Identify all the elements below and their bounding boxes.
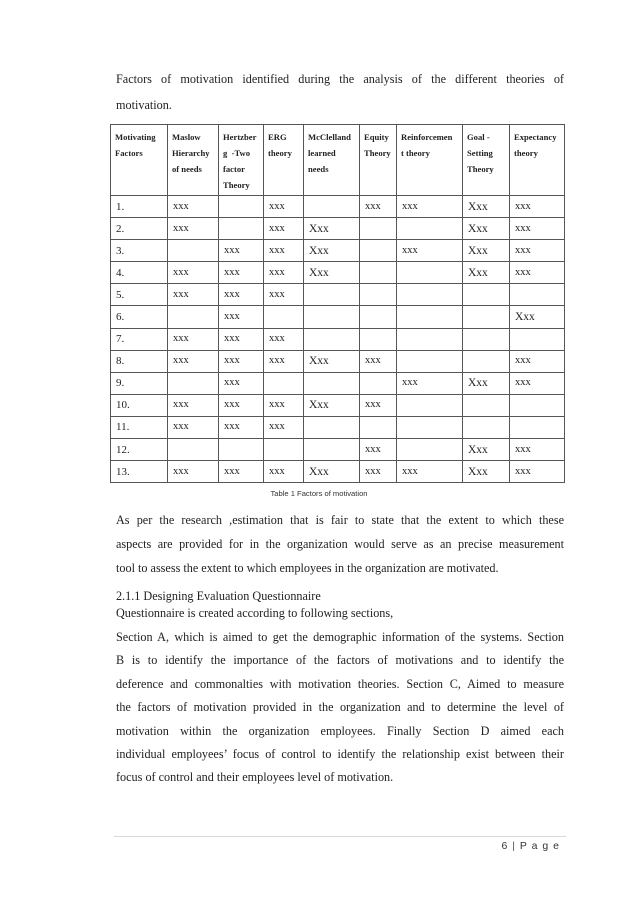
page-footer	[501, 840, 560, 852]
table-cell: xxx	[510, 262, 565, 284]
header-text-line: ERG	[268, 132, 287, 142]
factor-number-cell: 11.	[111, 416, 168, 438]
table-row	[111, 439, 565, 461]
table-row	[111, 394, 565, 416]
table-cell: xxx	[360, 196, 397, 218]
header-text-line: learned	[308, 148, 336, 158]
table-cell: xxx	[264, 328, 304, 350]
table-header-cell	[219, 125, 264, 196]
table-header-cell	[463, 125, 510, 196]
table-cell: xxx	[168, 218, 219, 240]
table-header-cell	[304, 125, 360, 196]
table-cell	[463, 394, 510, 416]
table-cell: xxx	[264, 394, 304, 416]
table-cell	[168, 372, 219, 394]
table-cell: Xxx	[463, 218, 510, 240]
table-cell	[463, 350, 510, 372]
table-cell	[510, 394, 565, 416]
table-cell: xxx	[219, 461, 264, 483]
table-cell: xxx	[264, 284, 304, 306]
table-row	[111, 306, 565, 328]
table-row	[111, 196, 565, 218]
table-cell	[360, 306, 397, 328]
table-cell: Xxx	[304, 350, 360, 372]
paragraph-line: focus of control and their employees level of motivation.	[116, 770, 394, 785]
table-cell	[510, 328, 565, 350]
table-cell	[360, 218, 397, 240]
table-cell	[360, 416, 397, 438]
header-text-line: theory	[514, 148, 538, 158]
table-cell: Xxx	[463, 372, 510, 394]
table-cell: xxx	[219, 306, 264, 328]
table-cell: xxx	[360, 350, 397, 372]
factor-number-cell: 5.	[111, 284, 168, 306]
table-cell	[360, 372, 397, 394]
paragraph-line: the factors of motivation provided in the organization and to determine the level of	[116, 700, 564, 715]
factor-number-cell: 9.	[111, 372, 168, 394]
table-row	[111, 284, 565, 306]
table-cell	[304, 306, 360, 328]
header-text-line: t theory	[401, 148, 430, 158]
table-header-cell	[360, 125, 397, 196]
table-cell: Xxx	[304, 461, 360, 483]
table-cell	[397, 262, 463, 284]
paragraph-line: Section A, which is aimed to get the demographic information of the systems. Section	[116, 630, 564, 644]
table-cell: xxx	[219, 240, 264, 262]
table-header-cell	[397, 125, 463, 196]
header-text-line: needs	[308, 164, 329, 174]
table-cell	[360, 328, 397, 350]
header-text-line: of needs	[172, 164, 202, 174]
factor-number-cell: 6.	[111, 306, 168, 328]
factor-number-cell: 3.	[111, 240, 168, 262]
paragraph-line: As per the research ,estimation that is fair to state that the extent to which these	[116, 513, 564, 527]
table-cell: Xxx	[463, 262, 510, 284]
table-header-row	[111, 125, 565, 196]
table-cell: xxx	[264, 262, 304, 284]
header-text-line: Goal -	[467, 132, 490, 142]
table-row	[111, 240, 565, 262]
factor-number-cell: 12.	[111, 439, 168, 461]
table-cell	[510, 284, 565, 306]
table-cell: xxx	[397, 372, 463, 394]
table-cell: xxx	[360, 461, 397, 483]
table-row	[111, 416, 565, 438]
factor-number-cell: 7.	[111, 328, 168, 350]
table-cell: Xxx	[463, 439, 510, 461]
factor-number-cell: 10.	[111, 394, 168, 416]
section-subline: Questionnaire is created according to following sections,	[116, 606, 394, 620]
table-cell: xxx	[510, 372, 565, 394]
table-row	[111, 372, 565, 394]
table-cell	[264, 306, 304, 328]
table-cell: xxx	[510, 439, 565, 461]
table-row	[111, 328, 565, 350]
table-cell	[219, 439, 264, 461]
header-text-line: Hertzber	[223, 132, 257, 142]
table-body	[111, 196, 565, 483]
table-cell: xxx	[168, 262, 219, 284]
table-cell: xxx	[397, 196, 463, 218]
table-cell	[463, 328, 510, 350]
table-cell: xxx	[510, 218, 565, 240]
table-cell	[463, 284, 510, 306]
table-cell	[264, 372, 304, 394]
table-cell	[304, 372, 360, 394]
table-cell: xxx	[510, 196, 565, 218]
factor-number-cell: 4.	[111, 262, 168, 284]
table-cell	[264, 439, 304, 461]
page-number: 6	[501, 840, 509, 852]
table-cell: Xxx	[304, 218, 360, 240]
table-cell: xxx	[264, 218, 304, 240]
table-cell	[397, 306, 463, 328]
table-cell: xxx	[219, 350, 264, 372]
table-cell	[304, 439, 360, 461]
header-text-line: Setting	[467, 148, 493, 158]
table-cell: Xxx	[463, 461, 510, 483]
table-header-cell	[510, 125, 565, 196]
table-cell	[168, 306, 219, 328]
table-cell: Xxx	[304, 240, 360, 262]
table-cell	[397, 284, 463, 306]
table-cell	[397, 416, 463, 438]
header-text-line: factor	[223, 164, 245, 174]
table-cell: xxx	[168, 196, 219, 218]
motivation-factors-table	[110, 124, 565, 483]
table-row	[111, 262, 565, 284]
table-cell: Xxx	[463, 196, 510, 218]
factor-number-cell: 1.	[111, 196, 168, 218]
table-caption: Table 1 Factors of motivation	[270, 489, 368, 498]
table-cell: xxx	[264, 416, 304, 438]
table-cell: Xxx	[510, 306, 565, 328]
header-text-line: Expectancy	[514, 132, 557, 142]
paragraph-line: deference and commonalties with motivation theories. Section C, Aimed to measure	[116, 676, 564, 691]
table-cell: xxx	[168, 328, 219, 350]
table-cell	[360, 240, 397, 262]
table-cell: xxx	[168, 350, 219, 372]
table-cell: Xxx	[304, 262, 360, 284]
table-cell: xxx	[264, 350, 304, 372]
table-cell	[397, 394, 463, 416]
table-cell	[397, 350, 463, 372]
paragraph-line: individual employees’ focus of control to identify the relationship exist between their	[116, 747, 564, 762]
table-row	[111, 350, 565, 372]
table-cell	[360, 284, 397, 306]
table-cell: xxx	[510, 240, 565, 262]
table-cell	[463, 416, 510, 438]
table-cell	[463, 306, 510, 328]
table-cell	[304, 416, 360, 438]
table-cell	[397, 218, 463, 240]
footer-separator: |	[512, 840, 516, 852]
factor-number-cell: 13.	[111, 461, 168, 483]
table-header-cell	[168, 125, 219, 196]
header-text-line: McClelland	[308, 132, 351, 142]
header-text-line: Theory	[223, 180, 250, 190]
factor-number-cell: 2.	[111, 218, 168, 240]
table-cell: xxx	[219, 394, 264, 416]
table-cell: Xxx	[304, 394, 360, 416]
header-text-line: Maslow	[172, 132, 201, 142]
table-cell: xxx	[168, 284, 219, 306]
table-intro-text	[116, 66, 564, 118]
table-cell: xxx	[510, 461, 565, 483]
header-text-line: Reinforcemen	[401, 132, 453, 142]
paragraph-line: B is to identify the importance of the factors of motivations and to identify the	[116, 653, 564, 668]
table-cell	[397, 328, 463, 350]
header-text-line: Equity	[364, 132, 389, 142]
paragraph-line: aspects are provided for in the organization would serve as an precise measurement	[116, 537, 564, 551]
paragraph-research	[116, 508, 564, 580]
header-text-line: Hierarchy	[172, 148, 210, 158]
table-header-cell	[264, 125, 304, 196]
header-text-line: g -Two	[223, 148, 251, 158]
header-text-line: Theory	[364, 148, 391, 158]
table-cell	[168, 439, 219, 461]
section-heading: 2.1.1 Designing Evaluation Questionnaire	[116, 589, 321, 603]
table-cell	[510, 416, 565, 438]
table-cell: xxx	[360, 439, 397, 461]
table-cell: xxx	[397, 461, 463, 483]
header-text-line: Motivating	[115, 132, 156, 142]
table-cell	[304, 284, 360, 306]
table-cell: xxx	[168, 394, 219, 416]
table-cell: xxx	[219, 328, 264, 350]
table-cell: xxx	[264, 240, 304, 262]
table-cell	[219, 218, 264, 240]
table-cell: xxx	[168, 461, 219, 483]
header-text-line: theory	[268, 148, 292, 158]
table-cell: xxx	[397, 240, 463, 262]
table-cell: xxx	[264, 461, 304, 483]
header-text-line: Theory	[467, 164, 494, 174]
table-cell	[304, 328, 360, 350]
table-row	[111, 218, 565, 240]
table-cell: xxx	[219, 284, 264, 306]
table-header-cell	[111, 125, 168, 196]
table-cell: xxx	[510, 350, 565, 372]
paragraph-sections	[116, 626, 564, 790]
footer-divider	[114, 836, 566, 837]
factor-number-cell: 8.	[111, 350, 168, 372]
table-cell	[219, 196, 264, 218]
table-cell: xxx	[219, 262, 264, 284]
table-cell	[360, 262, 397, 284]
intro-line-1: Factors of motivation identified during the analysis of the different theories of	[116, 72, 564, 86]
table-cell: Xxx	[463, 240, 510, 262]
table-cell: xxx	[264, 196, 304, 218]
paragraph-line: motivation within the organization employees. Finally Section D aimed each	[116, 723, 564, 738]
table-cell: xxx	[360, 394, 397, 416]
table-row	[111, 461, 565, 483]
table-cell: xxx	[219, 416, 264, 438]
page-label: P a g e	[519, 840, 560, 852]
table-cell: xxx	[219, 372, 264, 394]
paragraph-line: tool to assess the extent to which employees in the organization are motivated.	[116, 561, 499, 575]
table-cell	[397, 439, 463, 461]
table-cell: xxx	[168, 416, 219, 438]
table-cell	[304, 196, 360, 218]
intro-line-2: motivation.	[116, 98, 172, 112]
table-cell	[168, 240, 219, 262]
header-text-line: Factors	[115, 148, 143, 158]
